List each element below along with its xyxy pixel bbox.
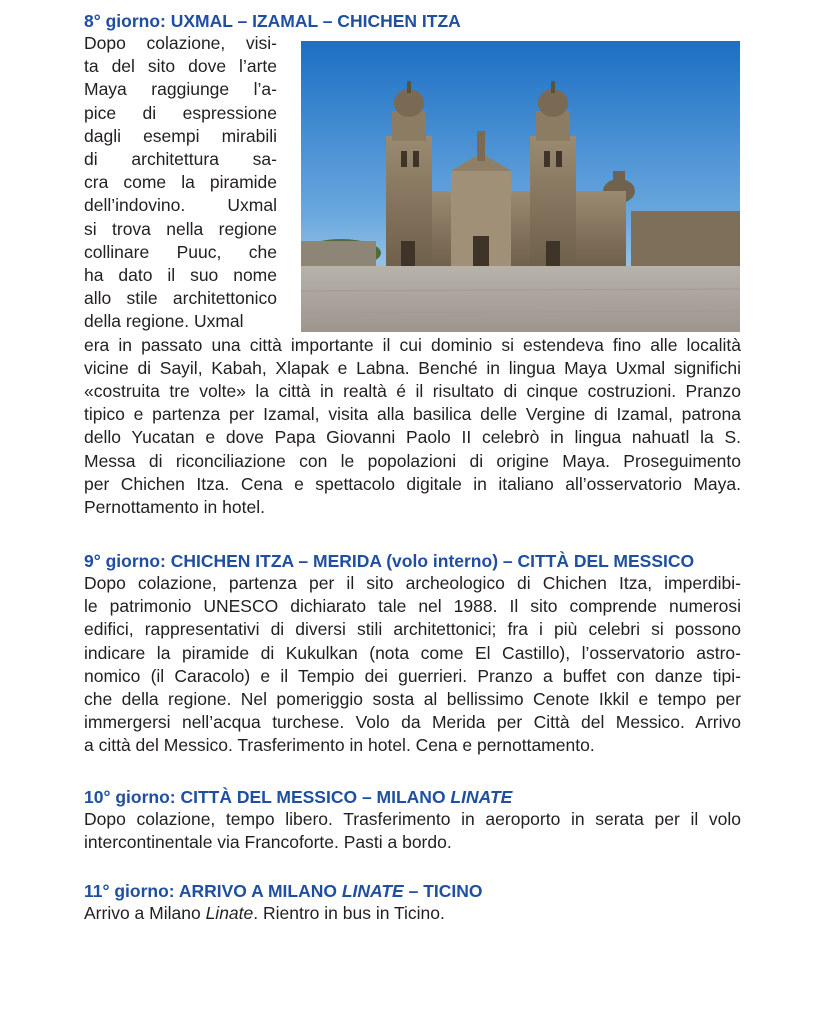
text-line: di architettura sa- [84, 149, 277, 170]
day-11-text-start: Arrivo a Milano [84, 903, 206, 923]
text-line: a città del Messico. Trasferimento in hotel. Cena e pernottamento. [84, 735, 595, 756]
text-line: nomico (il Caracolo) e il Tempio dei guerrieri. Pranzo a buffet con danze tipi- [84, 665, 741, 686]
day-11-text [84, 902, 741, 925]
text-line: Messa di riconciliazione con le popolazioni di origine Maya. Proseguimento [84, 450, 741, 471]
day-11-heading-italic: LINATE [341, 881, 404, 901]
day-9-heading: 9° giorno: CHICHEN ITZA – MERIDA (volo interno) – CITTÀ DEL MESSICO [84, 551, 695, 571]
day-10-section [84, 786, 741, 854]
text-line: per Chichen Itza. Cena e spettacolo digitale in italiano all’osservatorio Maya. [84, 473, 741, 494]
day-10-heading-text: 10° giorno: CITTÀ DEL MESSICO – MILANO [84, 787, 451, 807]
cathedral-photo [301, 41, 740, 332]
day-9-section [84, 550, 741, 758]
text-line: Dopo colazione, visi- [84, 33, 277, 53]
day-11-text-end: . Rientro in bus in Ticino. [253, 903, 445, 923]
text-line: intercontinentale via Francoforte. Pasti a bordo. [84, 832, 452, 853]
text-line: dell’indovino. Uxmal [84, 195, 277, 216]
cathedral-illustration [301, 41, 740, 332]
text-line: cra come la piramide [84, 172, 277, 193]
text-line: della regione. Uxmal [84, 311, 244, 332]
text-line: ta del sito dove l’arte [84, 56, 277, 77]
text-line: che della regione. Nel pomeriggio sosta al bellissimo Cenote Ikkil e tempo per [84, 689, 741, 710]
text-line: dagli esempi mirabili [84, 125, 277, 146]
text-line: collinare Puuc, che [84, 241, 277, 262]
day-11-text-italic: Linate [205, 903, 254, 923]
day-11-heading [84, 880, 741, 902]
day-11-section [84, 880, 741, 925]
day-8-wide-text [84, 334, 741, 520]
text-line: tipico e partenza per Izamal, visita alla basilica delle Vergine di Izamal, patrona [84, 404, 741, 425]
text-line: «costruita tre volte» la città in realtà é il risultato di cinque costruzioni. Pranzo [84, 381, 741, 402]
text-line: le patrimonio UNESCO dichiarato tale nel 1988. Il sito comprende numerosi [84, 596, 741, 617]
text-line: edifici, rappresentativi di diversi stili architettonici; fra i più celebri si possono [84, 619, 741, 640]
text-line: indicare la piramide di Kukulkan (nota come El Castillo), l’osservatorio astro- [84, 642, 741, 663]
text-line: si trova nella regione [84, 218, 277, 239]
day-9-text [84, 572, 741, 758]
text-line: Maya raggiunge l’a- [84, 79, 277, 100]
text-line: immergersi nell’acqua turchese. Volo da Merida per Città del Messico. Arrivo [84, 712, 741, 733]
day-11-heading-text: 11° giorno: ARRIVO A MILANO [84, 881, 342, 901]
day-8-heading: 8° giorno: UXMAL – IZAMAL – CHICHEN ITZA [84, 11, 461, 31]
text-line: Dopo colazione, tempo libero. Trasferimento in aeroporto in serata per il volo [84, 809, 741, 829]
text-line: pice di espressione [84, 102, 277, 123]
text-line: Pernottamento in hotel. [84, 497, 265, 518]
text-line: dello Yucatan e dove Papa Giovanni Paolo II celebrò in lingua nahuatl la S. [84, 427, 741, 448]
text-line: era in passato una città importante il cui dominio si estendeva fino alle località [84, 334, 741, 355]
day-10-heading-italic: LINATE [450, 787, 513, 807]
day-10-text [84, 808, 741, 854]
text-line: allo stile architettonico [84, 288, 277, 309]
day-11-heading-suffix: – TICINO [403, 881, 483, 901]
text-line: vicine di Sayil, Kabah, Xlapak e Labna. Benché in lingua Maya Uxmal significhi [84, 357, 741, 378]
text-line: ha dato il suo nome [84, 265, 277, 286]
text-line: Dopo colazione, partenza per il sito archeologico di Chichen Itza, imperdibi- [84, 573, 741, 593]
day-10-heading [84, 786, 741, 808]
